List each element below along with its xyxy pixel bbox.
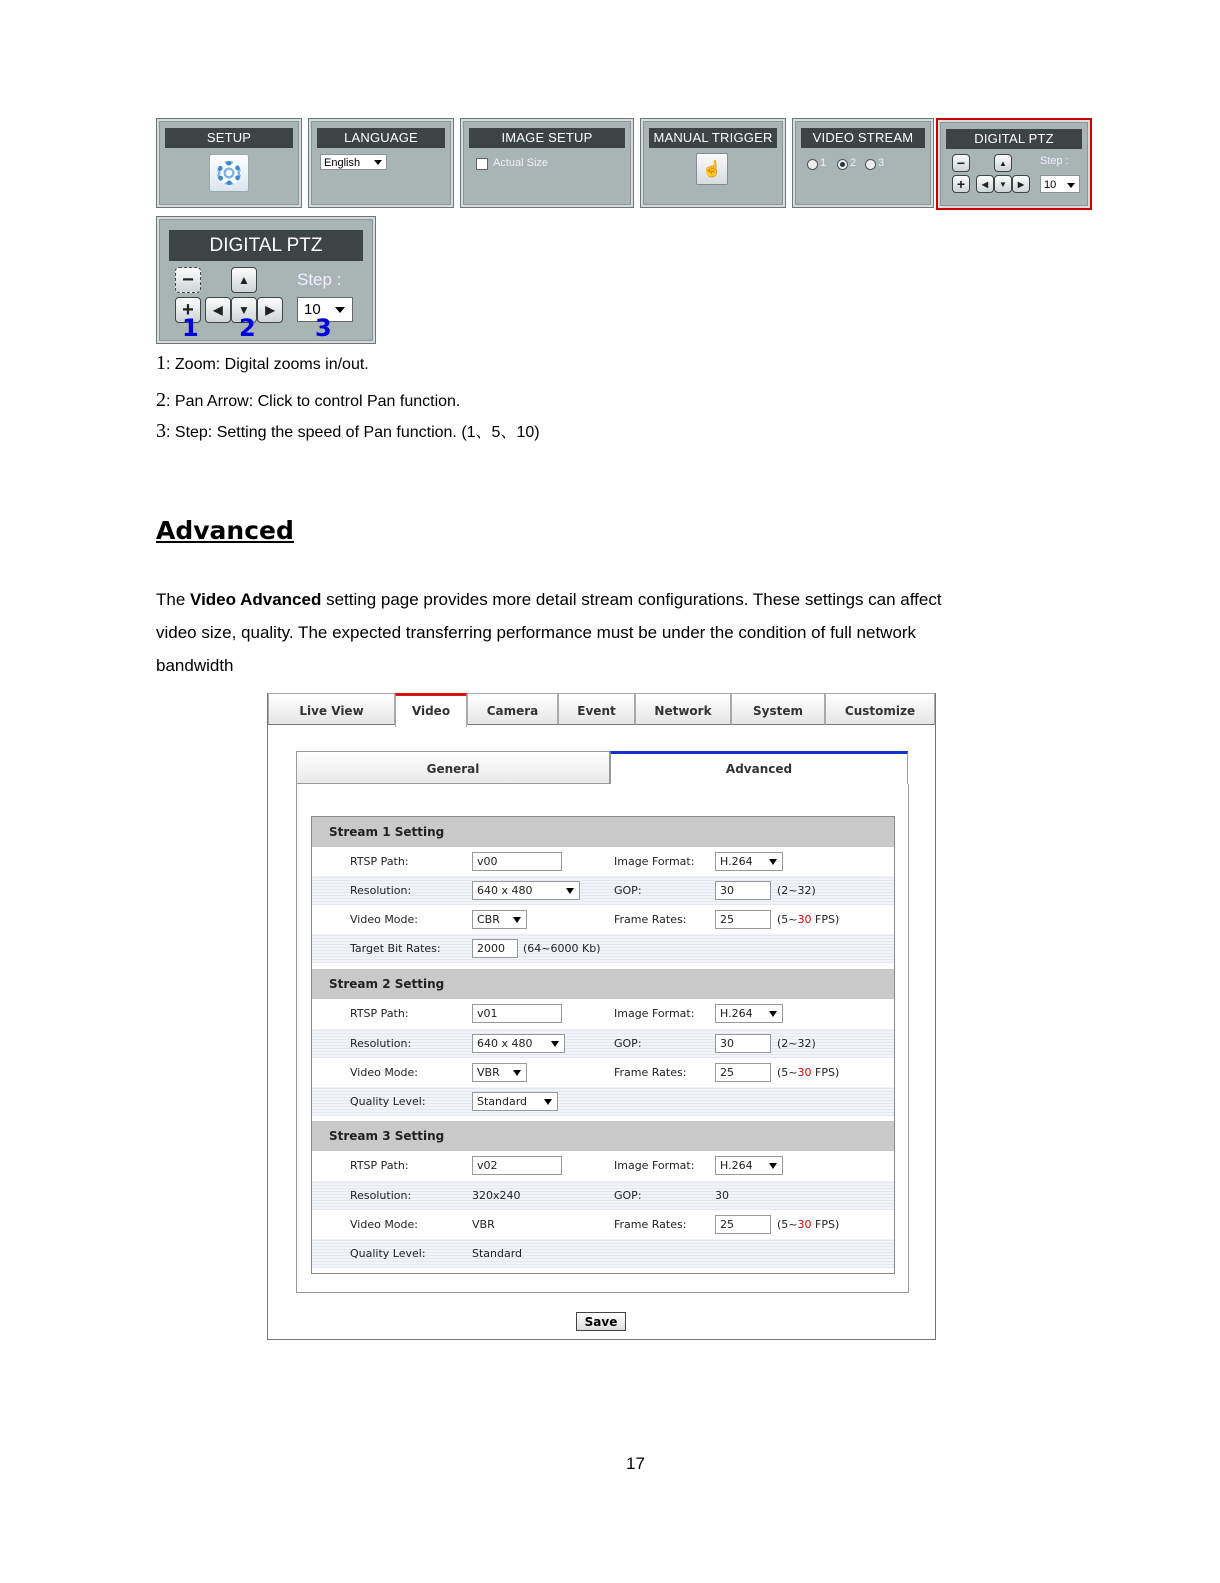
save-button[interactable]: Save [576,1312,626,1331]
pan-down-button[interactable]: ▼ [994,175,1012,193]
callout-text: : Zoom: Digital zooms in/out. [166,356,369,373]
zoom-in-button-large[interactable]: + [175,297,201,323]
stream2-fps-input[interactable]: 25 [715,1063,771,1082]
rtsp-label: RTSP Path: [350,1007,409,1020]
zoom-out-button[interactable]: − [952,154,970,172]
callout-pan [156,389,460,412]
format-label: Image Format: [614,1007,695,1020]
chevron-down-icon [769,1011,777,1017]
resolution-value: 640 x 480 [477,884,533,897]
step-value: 10 [1044,179,1057,191]
step-select[interactable] [1040,175,1080,193]
video-stream-title: VIDEO STREAM [801,128,925,148]
chevron-down-icon [551,1041,559,1047]
advanced-content [296,784,909,1293]
video-advanced-screenshot [267,693,936,1340]
bitrate-hint: (64~6000 Kb) [523,942,601,955]
stream-radio-label-2: 2 [850,157,857,169]
actual-size-label: Actual Size [493,157,549,169]
rtsp-label: RTSP Path: [350,1159,409,1172]
gop-hint: (2~32) [777,1037,816,1050]
format-value: H.264 [720,1007,753,1020]
chevron-down-icon [374,160,382,165]
intro-line-2: video size, quality. The expected transferring performance must be under the condition of full network [156,623,917,642]
stream3-row-rtsp [312,1151,894,1180]
chevron-down-icon [769,859,777,865]
stream2-row-mode [312,1058,894,1087]
tab-live-view[interactable]: Live View [268,693,395,725]
frame-rates-label: Frame Rates: [614,1066,687,1079]
callout-number: 2 [156,389,166,411]
stream1-format-select[interactable] [715,852,783,871]
zoom-in-button[interactable]: + [952,175,970,193]
format-value: H.264 [720,855,753,868]
frame-rates-label: Frame Rates: [614,1218,687,1231]
language-value: English [324,157,361,169]
stream-settings-table [311,816,895,1274]
pan-up-button[interactable]: ▲ [994,154,1012,172]
digital-ptz-detail [156,216,376,344]
stream1-rtsp-input[interactable]: v00 [472,852,562,871]
stream1-fps-input[interactable]: 25 [715,910,771,929]
stream2-row-quality [312,1087,894,1116]
marker-2: 2 [239,314,256,342]
stream1-resolution-select[interactable] [472,881,580,900]
tab-customize[interactable]: Customize [825,693,935,725]
digital-ptz-panel [936,118,1092,210]
format-value: H.264 [720,1159,753,1172]
stream-radio-1[interactable] [807,159,818,170]
quality-label: Quality Level: [350,1095,426,1108]
stream1-row-bitrate [312,934,894,963]
tab-general[interactable]: General [296,751,610,784]
resolution-value: 640 x 480 [477,1037,533,1050]
stream1-header: Stream 1 Setting [312,817,894,847]
stream2-rtsp-input[interactable]: v01 [472,1004,562,1023]
setup-title: SETUP [165,128,293,148]
stream2-header: Stream 2 Setting [312,969,894,999]
callout-text: : Step: Setting the speed of Pan function. (1、5、10) [166,424,540,441]
resolution-label: Resolution: [350,884,412,897]
stream3-row-resolution [312,1181,894,1210]
callout-text: : Pan Arrow: Click to control Pan function. [166,393,461,410]
image-setup-title: IMAGE SETUP [469,128,625,148]
quality-value: Standard [477,1095,528,1108]
callout-number: 1 [156,352,166,374]
video-stream-panel [792,118,934,208]
pan-down-button-large[interactable]: ▼ [231,297,257,323]
mode-value: CBR [477,913,500,926]
marker-1: 1 [182,314,199,342]
stream3-rtsp-input[interactable]: v02 [472,1156,562,1175]
stream-radio-3[interactable] [865,159,876,170]
stream1-mode-select[interactable] [472,910,527,929]
tab-event[interactable]: Event [558,693,635,725]
intro-line-3: bandwidth [156,656,234,675]
stream2-gop-input[interactable]: 30 [715,1034,771,1053]
chevron-down-icon [544,1099,552,1105]
tab-advanced[interactable]: Advanced [610,751,908,784]
language-panel [308,118,454,208]
tab-video[interactable]: Video [395,693,467,727]
language-title: LANGUAGE [317,128,445,148]
stream1-row-rtsp [312,847,894,876]
tab-camera[interactable]: Camera [467,693,558,725]
chevron-down-icon [566,888,574,894]
stream-radio-label-1: 1 [820,157,827,169]
intro-bold: Video Advanced [190,590,322,609]
stream3-fps-input[interactable]: 25 [715,1215,771,1234]
step-label-large: Step : [297,270,342,289]
rtsp-label: RTSP Path: [350,855,409,868]
sub-tab-bar [296,751,908,785]
gop-label: GOP: [614,1037,642,1050]
intro-prefix: The [156,590,191,609]
video-mode-label: Video Mode: [350,913,418,926]
stream3-row-quality [312,1239,894,1268]
language-select[interactable] [320,154,387,170]
tab-system[interactable]: System [731,693,825,725]
stream-radio-label-3: 3 [878,157,885,169]
main-tab-bar [268,693,935,726]
fps-hint: (5~30 FPS) [777,1066,840,1079]
stream3-row-mode [312,1210,894,1239]
callout-step [156,419,540,443]
gop-label: GOP: [614,884,642,897]
stream2-row-resolution [312,1029,894,1058]
gear-icon[interactable] [209,154,249,192]
page-number: 17 [626,1454,645,1473]
format-label: Image Format: [614,855,695,868]
stream3-format-select[interactable] [715,1156,783,1175]
stream2-mode-select[interactable] [472,1063,527,1082]
section-heading: Advanced [156,516,294,545]
setup-panel [156,118,302,208]
quality-label: Quality Level: [350,1247,426,1260]
ptz-detail-title: DIGITAL PTZ [169,230,363,261]
stream3-header: Stream 3 Setting [312,1121,894,1151]
chevron-down-icon [513,1070,521,1076]
stream1-gop-input[interactable]: 30 [715,881,771,900]
pan-up-button-large[interactable]: ▲ [231,267,257,293]
callout-number: 3 [156,420,166,442]
digital-ptz-title: DIGITAL PTZ [946,129,1082,149]
format-label: Image Format: [614,1159,695,1172]
frame-rates-label: Frame Rates: [614,913,687,926]
stream3-mode-value: VBR [472,1218,495,1231]
stream1-row-mode [312,905,894,934]
stream1-bitrate-input[interactable]: 2000 [472,939,518,958]
resolution-label: Resolution: [350,1037,412,1050]
manual-trigger-title: MANUAL TRIGGER [649,128,777,148]
stream1-row-resolution [312,876,894,905]
pan-left-button[interactable]: ◀ [976,175,994,193]
chevron-down-icon [335,307,345,313]
manual-trigger-panel [640,118,786,208]
bitrate-label: Target Bit Rates: [350,942,441,955]
resolution-label: Resolution: [350,1189,412,1202]
chevron-down-icon [769,1163,777,1169]
pan-right-button[interactable]: ▶ [1012,175,1030,193]
video-mode-label: Video Mode: [350,1218,418,1231]
toolbar-strip [156,118,1092,208]
pan-left-button-large[interactable]: ◀ [205,297,231,323]
gop-label: GOP: [614,1189,642,1202]
fps-hint: (5~30 FPS) [777,1218,840,1231]
fps-hint: (5~30 FPS) [777,913,840,926]
intro-line1-rest: setting page provides more detail stream configurations. These settings can affect [321,590,942,609]
hand-click-icon[interactable]: ☝ [696,153,728,185]
stream2-quality-select[interactable] [472,1092,558,1111]
pan-right-button-large[interactable]: ▶ [257,297,283,323]
callout-zoom [156,352,369,375]
actual-size-checkbox[interactable] [476,158,488,170]
image-setup-panel [460,118,634,208]
gop-hint: (2~32) [777,884,816,897]
stream2-format-select[interactable] [715,1004,783,1023]
tab-network[interactable]: Network [635,693,731,725]
intro-paragraph [156,583,1056,682]
mode-value: VBR [477,1066,500,1079]
marker-3: 3 [315,314,332,342]
chevron-down-icon [1067,183,1075,188]
video-mode-label: Video Mode: [350,1066,418,1079]
step-label: Step : [1040,155,1069,167]
step-value-large: 10 [304,301,321,318]
zoom-out-button-large[interactable]: − [175,267,201,293]
intro-line-1 [156,583,1056,616]
stream3-gop-value: 30 [715,1189,729,1202]
stream2-row-rtsp [312,999,894,1028]
stream3-resolution-value: 320x240 [472,1189,521,1202]
chevron-down-icon [513,917,521,923]
stream2-resolution-select[interactable] [472,1034,565,1053]
stream3-quality-value: Standard [472,1247,523,1260]
stream-radio-2[interactable] [837,159,848,170]
